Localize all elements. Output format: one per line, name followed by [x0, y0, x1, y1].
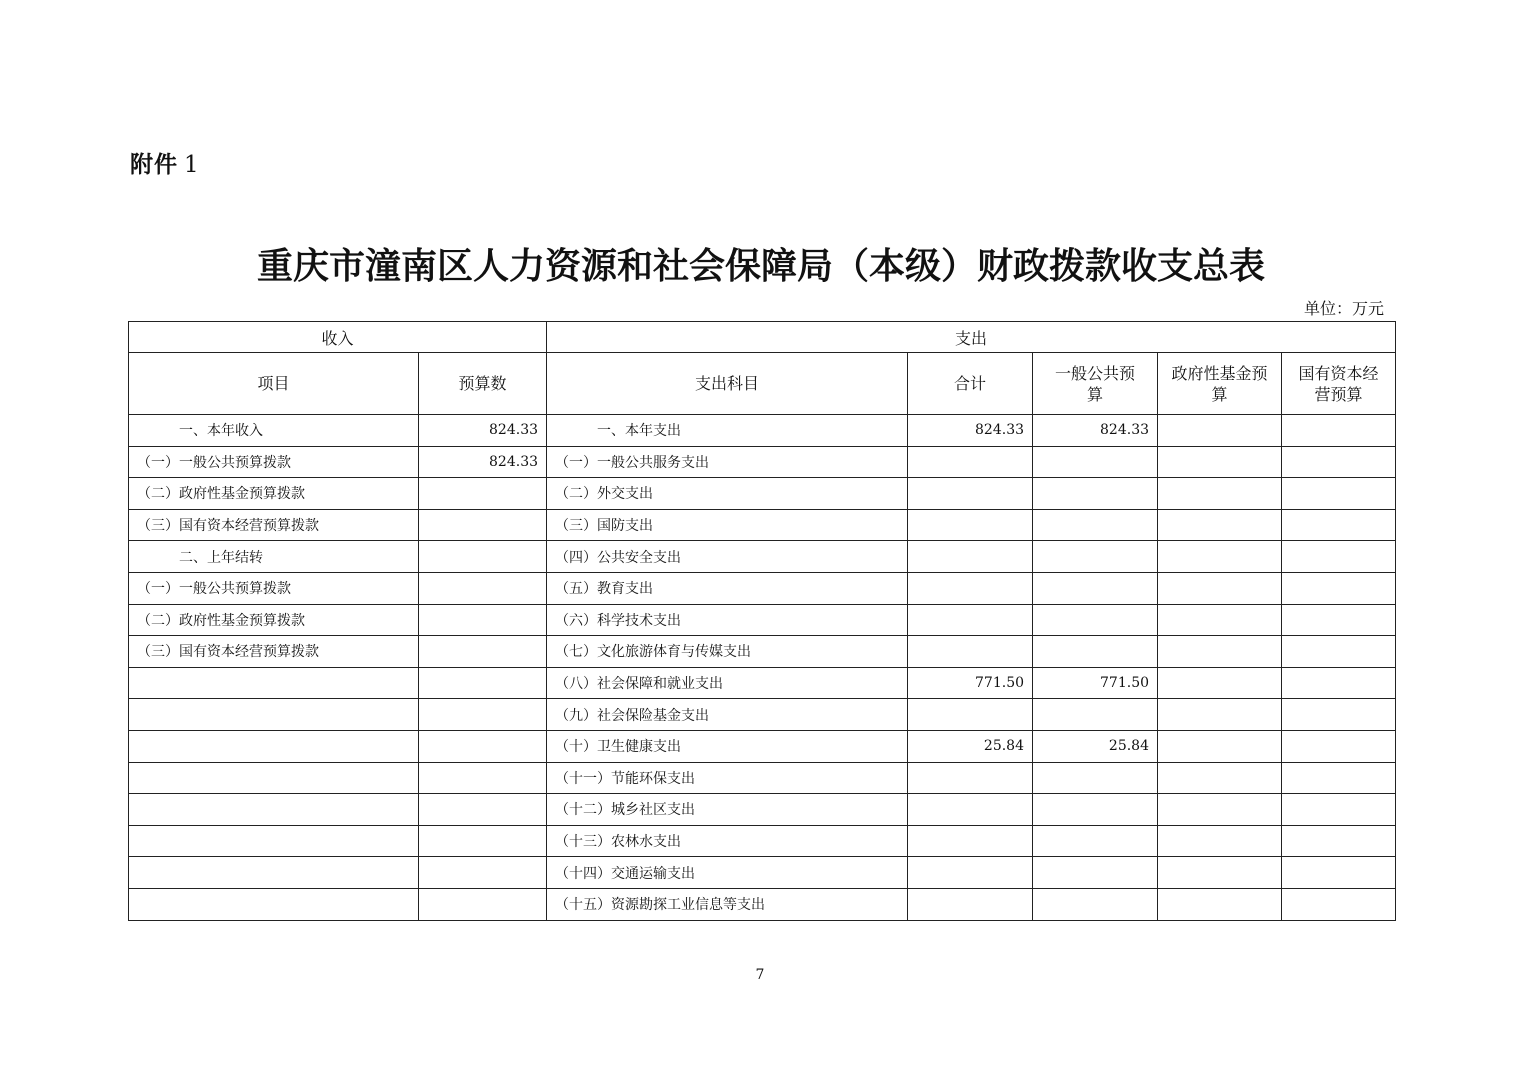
cell-expense-subject: （九）社会保险基金支出 [547, 699, 908, 731]
column-header-general-public: 一般公共预算 [1033, 353, 1158, 415]
cell-general-public [1033, 857, 1158, 889]
table-row [129, 478, 1396, 510]
cell-general-public [1033, 572, 1158, 604]
cell-expense-subject: （八）社会保障和就业支出 [547, 667, 908, 699]
cell-expense-subject: （三）国防支出 [547, 509, 908, 541]
cell-income-budget [419, 636, 547, 668]
income-group-header: 收入 [129, 322, 547, 353]
cell-general-public [1033, 541, 1158, 573]
cell-gov-fund [1158, 636, 1282, 668]
cell-gov-fund [1158, 730, 1282, 762]
cell-total [908, 478, 1033, 510]
cell-state-capital [1282, 699, 1396, 731]
cell-income-budget [419, 794, 547, 826]
cell-income-item: （二）政府性基金预算拨款 [129, 478, 419, 510]
cell-expense-subject: （一）一般公共服务支出 [547, 446, 908, 478]
cell-income-item: （三）国有资本经营预算拨款 [129, 636, 419, 668]
table-row [129, 667, 1396, 699]
cell-income-budget [419, 478, 547, 510]
cell-expense-subject: （十五）资源勘探工业信息等支出 [547, 888, 908, 920]
attachment-label [130, 146, 200, 179]
column-header-state-capital: 国有资本经营预算 [1282, 353, 1396, 415]
table-body [129, 415, 1396, 921]
cell-state-capital [1282, 478, 1396, 510]
cell-income-budget [419, 699, 547, 731]
budget-summary-table [128, 321, 1396, 921]
cell-expense-subject: （十二）城乡社区支出 [547, 794, 908, 826]
cell-general-public [1033, 446, 1158, 478]
cell-total: 824.33 [908, 415, 1033, 447]
cell-state-capital [1282, 541, 1396, 573]
cell-income-item: （三）国有资本经营预算拨款 [129, 509, 419, 541]
cell-general-public: 824.33 [1033, 415, 1158, 447]
cell-general-public [1033, 888, 1158, 920]
cell-gov-fund [1158, 478, 1282, 510]
cell-total [908, 699, 1033, 731]
cell-state-capital [1282, 446, 1396, 478]
table-row [129, 572, 1396, 604]
cell-state-capital [1282, 415, 1396, 447]
cell-gov-fund [1158, 541, 1282, 573]
cell-income-item [129, 857, 419, 889]
cell-total: 771.50 [908, 667, 1033, 699]
cell-general-public [1033, 699, 1158, 731]
table-row [129, 636, 1396, 668]
cell-gov-fund [1158, 415, 1282, 447]
cell-state-capital [1282, 857, 1396, 889]
group-header-row [129, 322, 1396, 353]
cell-income-budget [419, 572, 547, 604]
cell-income-budget [419, 509, 547, 541]
page-number: 7 [755, 967, 765, 983]
cell-income-item: 二、上年结转 [129, 541, 419, 573]
cell-state-capital [1282, 604, 1396, 636]
cell-income-budget: 824.33 [419, 446, 547, 478]
cell-income-item [129, 730, 419, 762]
cell-gov-fund [1158, 762, 1282, 794]
cell-income-budget [419, 825, 547, 857]
cell-income-budget [419, 730, 547, 762]
cell-general-public [1033, 509, 1158, 541]
cell-total [908, 604, 1033, 636]
cell-total [908, 541, 1033, 573]
cell-expense-subject: （十四）交通运输支出 [547, 857, 908, 889]
cell-total [908, 446, 1033, 478]
cell-state-capital [1282, 730, 1396, 762]
cell-state-capital [1282, 572, 1396, 604]
cell-state-capital [1282, 825, 1396, 857]
cell-total [908, 572, 1033, 604]
cell-general-public [1033, 604, 1158, 636]
cell-expense-subject: （十一）节能环保支出 [547, 762, 908, 794]
cell-income-item: 一、本年收入 [129, 415, 419, 447]
table-row [129, 762, 1396, 794]
table-row [129, 604, 1396, 636]
table-row [129, 509, 1396, 541]
expense-group-header: 支出 [547, 322, 1396, 353]
cell-total: 25.84 [908, 730, 1033, 762]
cell-gov-fund [1158, 572, 1282, 604]
cell-income-item: （一）一般公共预算拨款 [129, 572, 419, 604]
cell-gov-fund [1158, 667, 1282, 699]
cell-gov-fund [1158, 857, 1282, 889]
cell-income-item: （一）一般公共预算拨款 [129, 446, 419, 478]
cell-general-public [1033, 636, 1158, 668]
document-title: 重庆市潼南区人力资源和社会保障局（本级）财政拨款收支总表 [256, 246, 1265, 287]
unit-note: 单位：万元 [1303, 299, 1384, 318]
cell-income-budget [419, 888, 547, 920]
cell-income-item [129, 762, 419, 794]
table-row [129, 730, 1396, 762]
cell-income-budget [419, 541, 547, 573]
cell-total [908, 762, 1033, 794]
cell-total [908, 794, 1033, 826]
cell-expense-subject: （二）外交支出 [547, 478, 908, 510]
column-header-total: 合计 [908, 353, 1033, 415]
table-row [129, 415, 1396, 447]
column-header-expense-subject: 支出科目 [547, 353, 908, 415]
cell-general-public: 25.84 [1033, 730, 1158, 762]
cell-expense-subject: （五）教育支出 [547, 572, 908, 604]
cell-total [908, 888, 1033, 920]
cell-general-public [1033, 794, 1158, 826]
cell-expense-subject: （十）卫生健康支出 [547, 730, 908, 762]
table-row [129, 825, 1396, 857]
column-header-row [129, 353, 1396, 415]
cell-income-budget [419, 604, 547, 636]
column-header-income-budget: 预算数 [419, 353, 547, 415]
cell-income-budget [419, 857, 547, 889]
cell-expense-subject: （七）文化旅游体育与传媒支出 [547, 636, 908, 668]
cell-state-capital [1282, 509, 1396, 541]
cell-total [908, 636, 1033, 668]
cell-general-public [1033, 825, 1158, 857]
cell-income-item [129, 699, 419, 731]
cell-gov-fund [1158, 446, 1282, 478]
cell-state-capital [1282, 794, 1396, 826]
cell-expense-subject: （六）科学技术支出 [547, 604, 908, 636]
table-row [129, 857, 1396, 889]
cell-state-capital [1282, 636, 1396, 668]
cell-gov-fund [1158, 509, 1282, 541]
column-header-income-item: 项目 [129, 353, 419, 415]
cell-gov-fund [1158, 604, 1282, 636]
cell-income-budget [419, 667, 547, 699]
cell-general-public [1033, 762, 1158, 794]
cell-state-capital [1282, 762, 1396, 794]
cell-total [908, 509, 1033, 541]
cell-general-public: 771.50 [1033, 667, 1158, 699]
cell-expense-subject: （四）公共安全支出 [547, 541, 908, 573]
cell-income-item: （二）政府性基金预算拨款 [129, 604, 419, 636]
cell-gov-fund [1158, 699, 1282, 731]
cell-total [908, 857, 1033, 889]
cell-expense-subject: （十三）农林水支出 [547, 825, 908, 857]
attachment-prefix: 附件 [130, 152, 178, 178]
table-row [129, 541, 1396, 573]
table-row [129, 446, 1396, 478]
cell-gov-fund [1158, 794, 1282, 826]
cell-expense-subject: 一、本年支出 [547, 415, 908, 447]
cell-general-public [1033, 478, 1158, 510]
cell-income-budget [419, 762, 547, 794]
column-header-gov-fund: 政府性基金预算 [1158, 353, 1282, 415]
table-row [129, 794, 1396, 826]
cell-income-item [129, 825, 419, 857]
attachment-number: 1 [184, 152, 200, 178]
table-row [129, 888, 1396, 920]
cell-income-budget: 824.33 [419, 415, 547, 447]
cell-income-item [129, 667, 419, 699]
table-row [129, 699, 1396, 731]
cell-income-item [129, 794, 419, 826]
cell-gov-fund [1158, 825, 1282, 857]
cell-state-capital [1282, 667, 1396, 699]
cell-gov-fund [1158, 888, 1282, 920]
cell-total [908, 825, 1033, 857]
cell-state-capital [1282, 888, 1396, 920]
cell-income-item [129, 888, 419, 920]
